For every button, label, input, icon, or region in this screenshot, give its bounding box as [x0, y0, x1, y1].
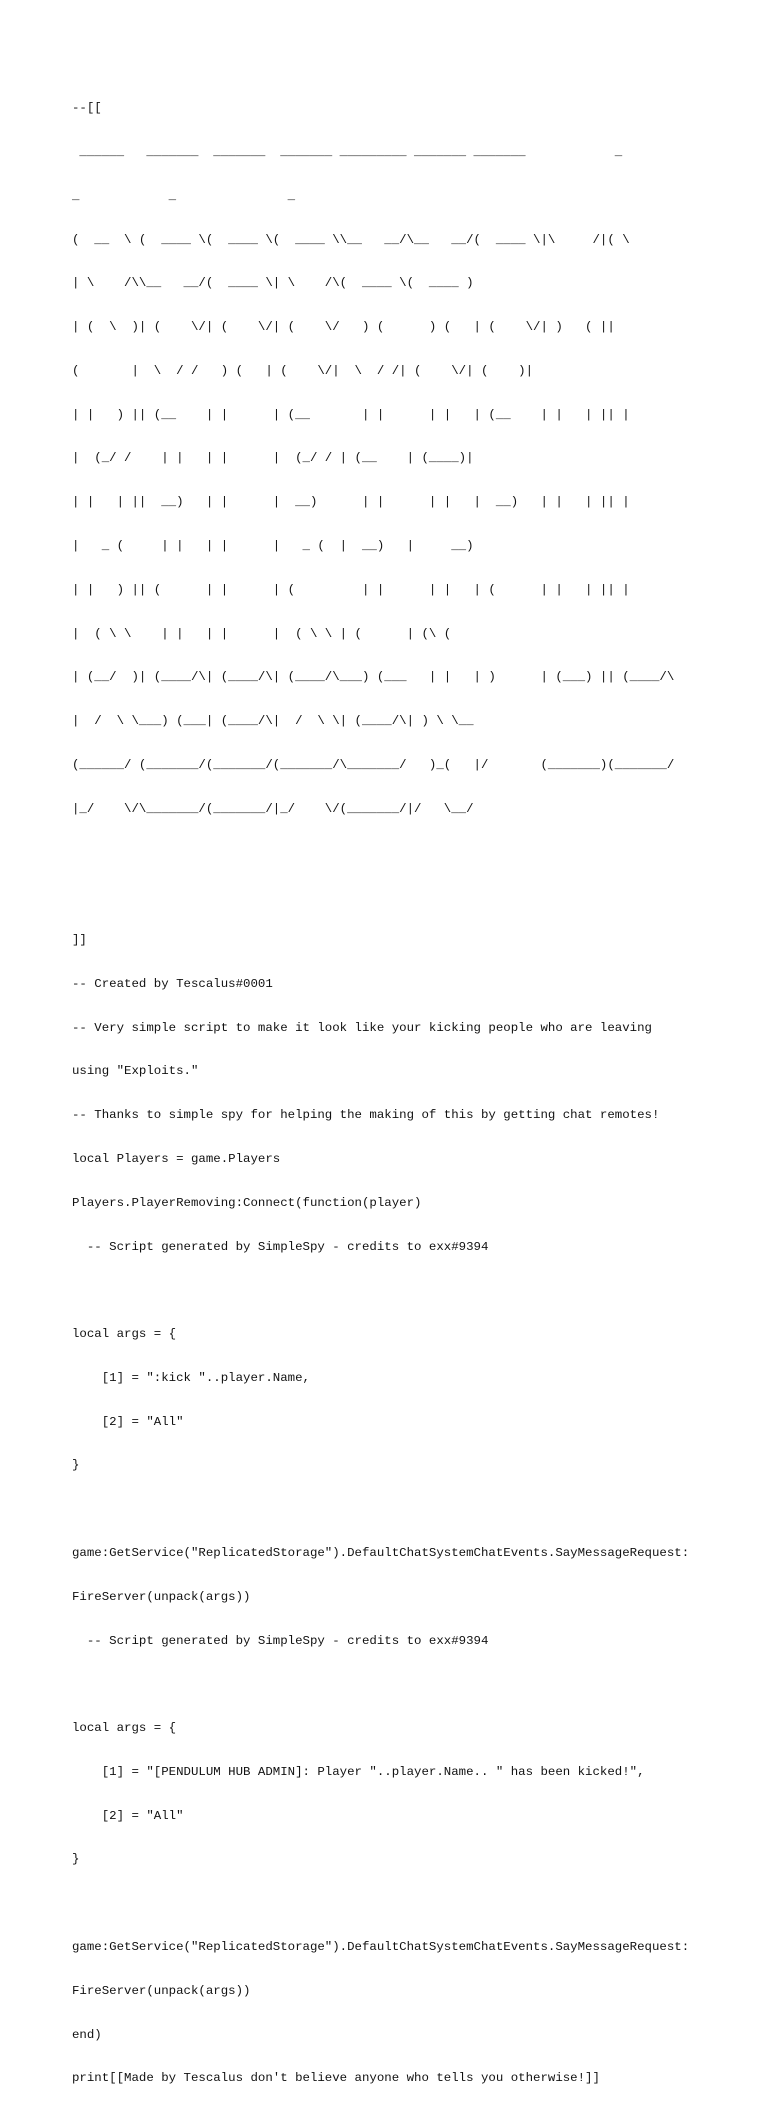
ascii-art-line: | _ ( | | | | | _ ( | __) | __) — [72, 539, 474, 553]
ascii-art-line: (______/ (_______/(_______/(_______/\_______/ )_( |/ (_______)(_______/ — [72, 757, 675, 772]
comment-line: -- Thanks to simple spy for helping the making of this by getting chat remotes! — [72, 1108, 660, 1123]
blank-line — [72, 845, 752, 860]
blank-line — [72, 1283, 752, 1298]
ascii-art-line: ( __ \ ( ____ \( ____ \( ____ \\__ __/\__ __/( ____ \|\ /|( \ — [72, 232, 630, 247]
code-line: game:GetService("ReplicatedStorage").DefaultChatSystemChatEvents.SayMessageRequest: — [72, 1545, 690, 1560]
blank-line — [72, 1896, 752, 1911]
code-line: FireServer(unpack(args)) — [72, 1589, 251, 1604]
comment-line: -- Script generated by SimpleSpy - credits to exx#9394 — [72, 1239, 489, 1254]
ascii-art-line: | / \ \___) (___| (____/\| / \ \| (____/\| ) \ \__ — [72, 714, 474, 729]
code-line: [1] = "[PENDULUM HUB ADMIN]: Player "..player.Name.. " has been kicked!", — [72, 1764, 645, 1779]
code-line: [2] = "All" — [72, 1808, 184, 1823]
code-line: [2] = "All" — [72, 1414, 184, 1429]
code-line: Players.PlayerRemoving:Connect(function(player) — [72, 1195, 422, 1210]
blank-line — [72, 1502, 752, 1517]
comment-line: -- Created by Tescalus#0001 — [72, 976, 273, 991]
code-line: local Players = game.Players — [72, 1151, 281, 1166]
code-line: print[[Made by Tescalus don't believe anyone who tells you otherwise!]] — [72, 2071, 600, 2086]
blank-line — [72, 889, 752, 904]
code-line: game:GetService("ReplicatedStorage").DefaultChatSystemChatEvents.SayMessageRequest: — [72, 1940, 690, 1954]
code-line: --[[ — [72, 101, 102, 116]
code-line: FireServer(unpack(args)) — [72, 1983, 251, 1998]
ascii-art-line: | ( \ )| ( \/| ( \/| ( \/ ) ( ) ( | ( \/| ) ( || — [72, 320, 615, 335]
script-text — [72, 72, 752, 2115]
ascii-art-line: | | | || __) | | | __) | | | | | __) | | | || | — [72, 495, 630, 510]
ascii-art-line: ______ _______ _______ _______ _________ _______ _______ _ — [72, 144, 623, 159]
ascii-art-line: |_/ \/\_______/(_______/|_/ \/(_______/|/ \__/ — [72, 801, 474, 816]
comment-line: -- Very simple script to make it look like your kicking people who are leaving — [72, 1020, 652, 1035]
code-line: local args = { — [72, 1327, 177, 1342]
code-line: [1] = ":kick "..player.Name, — [72, 1370, 310, 1385]
ascii-art-line: ( | \ / / ) ( | ( \/| \ / /| ( \/| ( )| — [72, 363, 534, 378]
ascii-art-line: | | ) || (__ | | | (__ | | | | | (__ | | | || | — [72, 407, 630, 422]
ascii-art-line: | | ) || ( | | | ( | | | | | ( | | | || | — [72, 582, 630, 597]
ascii-art-line: | ( \ \ | | | | | ( \ \ | ( | (\ ( — [72, 626, 452, 641]
code-line: } — [72, 1458, 80, 1473]
code-line: } — [72, 1852, 80, 1867]
ascii-art-line: | (__/ )| (____/\| (____/\| (____/\___) (___ | | | ) | (___) || (____/\ — [72, 670, 675, 685]
ascii-art-line: _ _ _ — [72, 188, 296, 203]
ascii-art-line: | \ /\\__ __/( ____ \| \ /\( ____ \( ____ ) — [72, 276, 474, 291]
ascii-art-line: | (_/ / | | | | | (_/ / | (__ | (____)| — [72, 451, 474, 466]
comment-line: using "Exploits." — [72, 1064, 199, 1079]
blank-line — [72, 1677, 752, 1692]
comment-line: -- Script generated by SimpleSpy - credits to exx#9394 — [72, 1633, 489, 1648]
code-line: local args = { — [72, 1721, 177, 1736]
code-line: end) — [72, 2027, 102, 2042]
comment-close-line: ]] — [72, 933, 87, 948]
